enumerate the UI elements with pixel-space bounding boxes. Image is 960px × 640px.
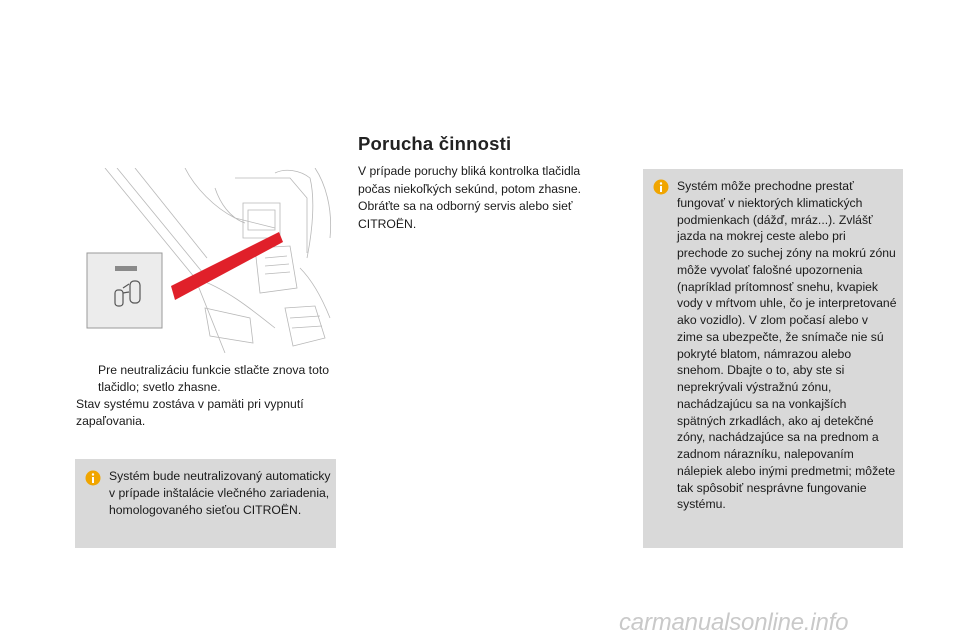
- section-title: Porucha činnosti: [358, 133, 512, 154]
- info-box-weather: [643, 169, 903, 548]
- footer-watermark: carmanualsonline.info: [619, 609, 849, 636]
- dashboard-illustration: [75, 168, 337, 353]
- memory-paragraph: Stav systému zostáva v pamäti pri vypnutí zapaľovania.: [76, 397, 304, 428]
- info-icon: [653, 179, 669, 195]
- info-text-weather: Systém môže prechodne prestať fungovať v niektorých klimatických podmienkach (dážď, mráz...). Zvlášť jazda na mokrej ceste alebo pri prechode zo suchej zóny na mokrú zónu môže vyvolať falošné upozornenia (napríklad prítomnosť snehu, kvapiek vody v mŕtvom uhle, čo je interpretované ako vozidlo). V zlom počasí alebo v zime sa ubezpečte, že snímače nie sú pokryté blatom, námrazou alebo snehom. Dbajte o to, aby ste si neprekrývali výstražnú zónu, nachádzajúcu sa na vonkajších spätných zrkadlách, ako aj detekčné zóny, nachádzajúce sa na prednom a zadnom nárazníku, nalepovaním nálepiek alebo inými predmetmi; môžete tak spôsobiť nesprávne fungovanie systému.: [677, 179, 897, 512]
- button-closeup: [87, 253, 162, 328]
- section-body: V prípade poruchy bliká kontrolka tlačidla počas niekoľkých sekúnd, potom zhasne. Obráťte sa na odborný servis alebo sieť CITROËN.: [358, 164, 582, 231]
- indicator-light: [115, 266, 137, 271]
- bullet-text: Pre neutralizáciu funkcie stlačte znova toto tlačidlo; svetlo zhasne.: [98, 363, 330, 394]
- info-icon: [85, 470, 101, 486]
- bullet-item: [76, 362, 338, 396]
- info-box-towing: [75, 459, 336, 548]
- info-text-towing: Systém bude neutralizovaný automaticky v prípade inštalácie vlečného zariadenia, homologovaného sieťou CITROËN.: [109, 469, 331, 517]
- left-column: [76, 362, 338, 430]
- bullet-marker: [76, 362, 98, 396]
